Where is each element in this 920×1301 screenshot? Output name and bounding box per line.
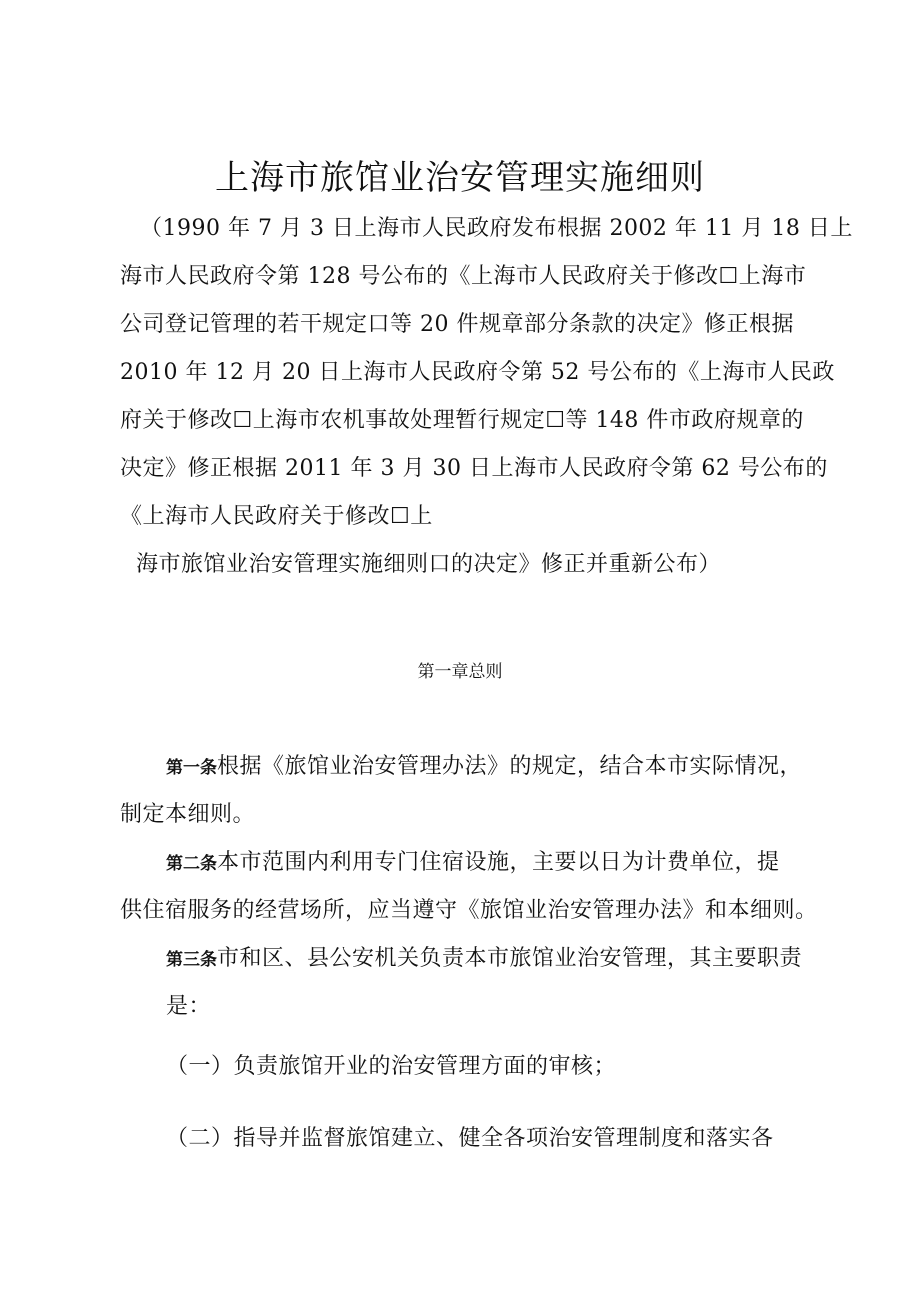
article-3-line (166, 944, 802, 975)
preamble-line: （1990 年 7 月 3 日上海市人民政府发布根据 2002 年 11 月 18 日上 (140, 216, 853, 241)
preamble-line: 公司登记管理的若干规定口等 20 件规章部分条款的决定》修正根据 (120, 312, 794, 337)
article-1-line (166, 752, 802, 783)
article-1-line: 制定本细则。 (120, 802, 256, 827)
article-2-line: 供住宿服务的经营场所，应当遵守《旅馆业治安管理办法》和本细则。 (120, 898, 818, 923)
article-3-label: 第三条 (166, 950, 217, 970)
article-3-item: （二）指导并监督旅馆建立、健全各项治安管理制度和落实各 (166, 1126, 774, 1151)
document-title: 上海市旅馆业治安管理实施细则 (215, 158, 705, 198)
preamble-line: 府关于修改☐上海市农机事故处理暂行规定☐等 148 件市政府规章的 (120, 408, 804, 433)
preamble-line: 《上海市人民政府关于修改☐上 (120, 504, 433, 529)
article-2-line (166, 848, 780, 879)
article-3-text: 市和区、县公安机关负责本市旅馆业治安管理，其主要职责 (217, 946, 803, 971)
preamble-line: 决定》修正根据 2011 年 3 月 30 日上海市人民政府令第 62 号公布的 (120, 456, 828, 481)
preamble-line: 海市旅馆业治安管理实施细则口的决定》修正并重新公布） (136, 552, 722, 577)
chapter-heading: 第一章总则 (417, 662, 503, 682)
article-3-item: （一）负责旅馆开业的治安管理方面的审核； (166, 1054, 617, 1079)
preamble-line: 海市人民政府令第 128 号公布的《上海市人民政府关于修改☐上海市 (120, 264, 807, 289)
article-3-line: 是： (166, 994, 212, 1019)
article-2-text: 本市范围内利用专门住宿设施，主要以日为计费单位，提 (217, 850, 780, 875)
article-2-label: 第二条 (166, 854, 217, 874)
article-1-label: 第一条 (166, 758, 217, 778)
article-1-text: 根据《旅馆业治安管理办法》的规定，结合本市实际情况， (217, 754, 803, 779)
preamble-line: 2010 年 12 月 20 日上海市人民政府令第 52 号公布的《上海市人民政 (120, 360, 835, 385)
